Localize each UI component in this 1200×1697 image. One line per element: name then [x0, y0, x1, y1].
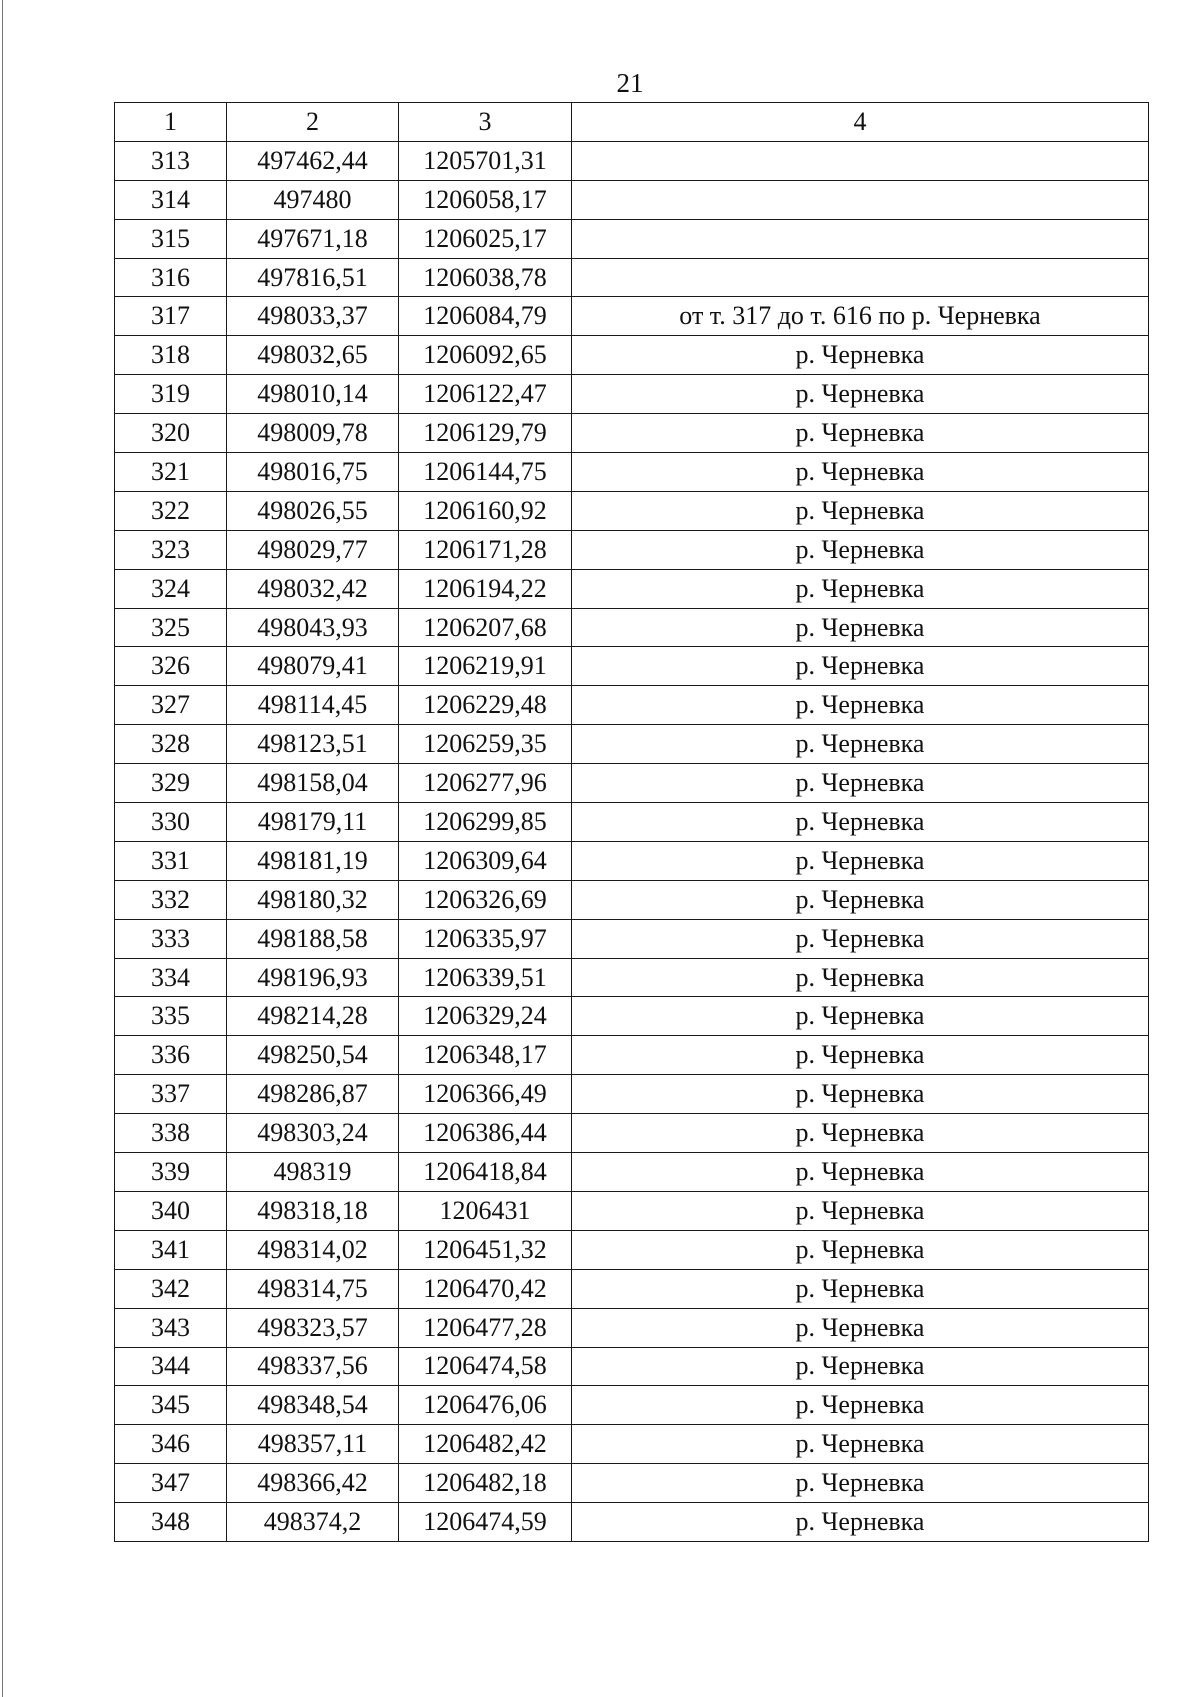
y-coordinate-cell: 1206229,48: [399, 686, 572, 725]
y-coordinate-cell: 1206160,92: [399, 491, 572, 530]
description-cell: р. Черневка: [572, 1308, 1149, 1347]
x-coordinate-cell: 498214,28: [227, 997, 399, 1036]
page-number: 21: [616, 68, 644, 98]
point-number-cell: 324: [115, 569, 227, 608]
point-number-cell: 338: [115, 1114, 227, 1153]
point-number-cell: 331: [115, 841, 227, 880]
y-coordinate-cell: 1206482,18: [399, 1464, 572, 1503]
x-coordinate-cell: 498179,11: [227, 803, 399, 842]
point-number-cell: 348: [115, 1503, 227, 1542]
y-coordinate-cell: 1206482,42: [399, 1425, 572, 1464]
y-coordinate-cell: 1205701,31: [399, 141, 572, 180]
point-number-cell: 334: [115, 958, 227, 997]
x-coordinate-cell: 497462,44: [227, 141, 399, 180]
description-cell: р. Черневка: [572, 764, 1149, 803]
x-coordinate-cell: 498026,55: [227, 491, 399, 530]
y-coordinate-cell: 1206470,42: [399, 1269, 572, 1308]
point-number-cell: 327: [115, 686, 227, 725]
y-coordinate-cell: 1206219,91: [399, 647, 572, 686]
x-coordinate-cell: 498323,57: [227, 1308, 399, 1347]
table-row: [115, 919, 1149, 958]
point-number-cell: 315: [115, 219, 227, 258]
y-coordinate-cell: 1206058,17: [399, 180, 572, 219]
description-cell: р. Черневка: [572, 919, 1149, 958]
x-coordinate-cell: 498318,18: [227, 1191, 399, 1230]
y-coordinate-cell: 1206474,59: [399, 1503, 572, 1542]
point-number-cell: 326: [115, 647, 227, 686]
y-coordinate-cell: 1206092,65: [399, 336, 572, 375]
x-coordinate-cell: 498033,37: [227, 297, 399, 336]
description-cell: р. Черневка: [572, 1503, 1149, 1542]
column-header-3: 3: [399, 103, 572, 142]
point-number-cell: 340: [115, 1191, 227, 1230]
y-coordinate-cell: 1206339,51: [399, 958, 572, 997]
point-number-cell: 336: [115, 1036, 227, 1075]
description-cell: р. Черневка: [572, 1425, 1149, 1464]
x-coordinate-cell: 498009,78: [227, 414, 399, 453]
description-cell: р. Черневка: [572, 1114, 1149, 1153]
table-row: [115, 1347, 1149, 1386]
y-coordinate-cell: 1206335,97: [399, 919, 572, 958]
table-row: [115, 297, 1149, 336]
table-row: [115, 608, 1149, 647]
x-coordinate-cell: 498180,32: [227, 880, 399, 919]
point-number-cell: 339: [115, 1153, 227, 1192]
description-cell: р. Черневка: [572, 997, 1149, 1036]
x-coordinate-cell: 498319: [227, 1153, 399, 1192]
y-coordinate-cell: 1206207,68: [399, 608, 572, 647]
point-number-cell: 325: [115, 608, 227, 647]
y-coordinate-cell: 1206418,84: [399, 1153, 572, 1192]
point-number-cell: 320: [115, 414, 227, 453]
point-number-cell: 333: [115, 919, 227, 958]
point-number-cell: 314: [115, 180, 227, 219]
x-coordinate-cell: 498188,58: [227, 919, 399, 958]
point-number-cell: 342: [115, 1269, 227, 1308]
table-row: [115, 219, 1149, 258]
table-row: [115, 530, 1149, 569]
y-coordinate-cell: 1206038,78: [399, 258, 572, 297]
point-number-cell: 319: [115, 375, 227, 414]
table-row: [115, 336, 1149, 375]
description-cell: р. Черневка: [572, 414, 1149, 453]
point-number-cell: 316: [115, 258, 227, 297]
table-row: [115, 997, 1149, 1036]
description-cell: р. Черневка: [572, 1269, 1149, 1308]
y-coordinate-cell: 1206326,69: [399, 880, 572, 919]
point-number-cell: 330: [115, 803, 227, 842]
table-row: [115, 803, 1149, 842]
table-row: [115, 414, 1149, 453]
x-coordinate-cell: 498196,93: [227, 958, 399, 997]
description-cell: р. Черневка: [572, 1347, 1149, 1386]
y-coordinate-cell: 1206084,79: [399, 297, 572, 336]
point-number-cell: 329: [115, 764, 227, 803]
description-cell: р. Черневка: [572, 647, 1149, 686]
point-number-cell: 317: [115, 297, 227, 336]
table-row: [115, 1308, 1149, 1347]
column-header-1: 1: [115, 103, 227, 142]
y-coordinate-cell: 1206386,44: [399, 1114, 572, 1153]
y-coordinate-cell: 1206129,79: [399, 414, 572, 453]
point-number-cell: 321: [115, 453, 227, 492]
x-coordinate-cell: 498250,54: [227, 1036, 399, 1075]
description-cell: от т. 317 до т. 616 по р. Черневка: [572, 297, 1149, 336]
description-cell: р. Черневка: [572, 1075, 1149, 1114]
x-coordinate-cell: 498032,42: [227, 569, 399, 608]
description-cell: [572, 219, 1149, 258]
x-coordinate-cell: 498016,75: [227, 453, 399, 492]
description-cell: р. Черневка: [572, 608, 1149, 647]
description-cell: р. Черневка: [572, 958, 1149, 997]
x-coordinate-cell: 498010,14: [227, 375, 399, 414]
description-cell: р. Черневка: [572, 841, 1149, 880]
x-coordinate-cell: 498348,54: [227, 1386, 399, 1425]
x-coordinate-cell: 498043,93: [227, 608, 399, 647]
y-coordinate-cell: 1206474,58: [399, 1347, 572, 1386]
x-coordinate-cell: 498029,77: [227, 530, 399, 569]
table-row: [115, 141, 1149, 180]
description-cell: [572, 258, 1149, 297]
table-row: [115, 1114, 1149, 1153]
y-coordinate-cell: 1206431: [399, 1191, 572, 1230]
y-coordinate-cell: 1206477,28: [399, 1308, 572, 1347]
description-cell: р. Черневка: [572, 1036, 1149, 1075]
y-coordinate-cell: 1206194,22: [399, 569, 572, 608]
description-cell: р. Черневка: [572, 1191, 1149, 1230]
x-coordinate-cell: 498114,45: [227, 686, 399, 725]
point-number-cell: 323: [115, 530, 227, 569]
table-row: [115, 647, 1149, 686]
table-header-row: [115, 103, 1149, 142]
x-coordinate-cell: 498286,87: [227, 1075, 399, 1114]
x-coordinate-cell: 498032,65: [227, 336, 399, 375]
y-coordinate-cell: 1206476,06: [399, 1386, 572, 1425]
description-cell: р. Черневка: [572, 880, 1149, 919]
table-row: [115, 686, 1149, 725]
table-row: [115, 725, 1149, 764]
table-row: [115, 1036, 1149, 1075]
point-number-cell: 318: [115, 336, 227, 375]
y-coordinate-cell: 1206299,85: [399, 803, 572, 842]
description-cell: р. Черневка: [572, 491, 1149, 530]
point-number-cell: 343: [115, 1308, 227, 1347]
x-coordinate-cell: 498181,19: [227, 841, 399, 880]
y-coordinate-cell: 1206309,64: [399, 841, 572, 880]
point-number-cell: 313: [115, 141, 227, 180]
y-coordinate-cell: 1206329,24: [399, 997, 572, 1036]
table-row: [115, 180, 1149, 219]
x-coordinate-cell: 498314,02: [227, 1230, 399, 1269]
point-number-cell: 341: [115, 1230, 227, 1269]
table-row: [115, 764, 1149, 803]
point-number-cell: 345: [115, 1386, 227, 1425]
x-coordinate-cell: 498357,11: [227, 1425, 399, 1464]
x-coordinate-cell: 498374,2: [227, 1503, 399, 1542]
table-row: [115, 1386, 1149, 1425]
point-number-cell: 322: [115, 491, 227, 530]
table-row: [115, 569, 1149, 608]
x-coordinate-cell: 497816,51: [227, 258, 399, 297]
description-cell: р. Черневка: [572, 725, 1149, 764]
column-header-4: 4: [572, 103, 1149, 142]
y-coordinate-cell: 1206451,32: [399, 1230, 572, 1269]
description-cell: р. Черневка: [572, 803, 1149, 842]
y-coordinate-cell: 1206122,47: [399, 375, 572, 414]
scan-edge-line: [2, 0, 3, 1697]
x-coordinate-cell: 498337,56: [227, 1347, 399, 1386]
x-coordinate-cell: 497671,18: [227, 219, 399, 258]
table-row: [115, 1153, 1149, 1192]
y-coordinate-cell: 1206348,17: [399, 1036, 572, 1075]
table-row: [115, 1191, 1149, 1230]
x-coordinate-cell: 498158,04: [227, 764, 399, 803]
description-cell: р. Черневка: [572, 1386, 1149, 1425]
description-cell: р. Черневка: [572, 453, 1149, 492]
point-number-cell: 344: [115, 1347, 227, 1386]
y-coordinate-cell: 1206144,75: [399, 453, 572, 492]
y-coordinate-cell: 1206277,96: [399, 764, 572, 803]
column-header-2: 2: [227, 103, 399, 142]
table-row: [115, 491, 1149, 530]
description-cell: р. Черневка: [572, 1153, 1149, 1192]
table-row: [115, 375, 1149, 414]
y-coordinate-cell: 1206171,28: [399, 530, 572, 569]
table-row: [115, 1464, 1149, 1503]
x-coordinate-cell: 498079,41: [227, 647, 399, 686]
x-coordinate-cell: 498366,42: [227, 1464, 399, 1503]
point-number-cell: 335: [115, 997, 227, 1036]
description-cell: р. Черневка: [572, 1230, 1149, 1269]
point-number-cell: 332: [115, 880, 227, 919]
x-coordinate-cell: 498303,24: [227, 1114, 399, 1153]
table-row: [115, 1425, 1149, 1464]
table-row: [115, 453, 1149, 492]
x-coordinate-cell: 497480: [227, 180, 399, 219]
table-row: [115, 1075, 1149, 1114]
description-cell: р. Черневка: [572, 569, 1149, 608]
y-coordinate-cell: 1206025,17: [399, 219, 572, 258]
point-number-cell: 346: [115, 1425, 227, 1464]
point-number-cell: 337: [115, 1075, 227, 1114]
description-cell: р. Черневка: [572, 375, 1149, 414]
table-row: [115, 880, 1149, 919]
table-row: [115, 258, 1149, 297]
description-cell: [572, 141, 1149, 180]
description-cell: р. Черневка: [572, 686, 1149, 725]
table-row: [115, 958, 1149, 997]
y-coordinate-cell: 1206259,35: [399, 725, 572, 764]
table-row: [115, 1503, 1149, 1542]
x-coordinate-cell: 498314,75: [227, 1269, 399, 1308]
table-body: [115, 141, 1149, 1541]
point-number-cell: 328: [115, 725, 227, 764]
y-coordinate-cell: 1206366,49: [399, 1075, 572, 1114]
table-row: [115, 1230, 1149, 1269]
x-coordinate-cell: 498123,51: [227, 725, 399, 764]
description-cell: р. Черневка: [572, 1464, 1149, 1503]
description-cell: р. Черневка: [572, 336, 1149, 375]
description-cell: р. Черневка: [572, 530, 1149, 569]
description-cell: [572, 180, 1149, 219]
coordinates-table: [114, 102, 1149, 1542]
point-number-cell: 347: [115, 1464, 227, 1503]
table-row: [115, 841, 1149, 880]
table-row: [115, 1269, 1149, 1308]
